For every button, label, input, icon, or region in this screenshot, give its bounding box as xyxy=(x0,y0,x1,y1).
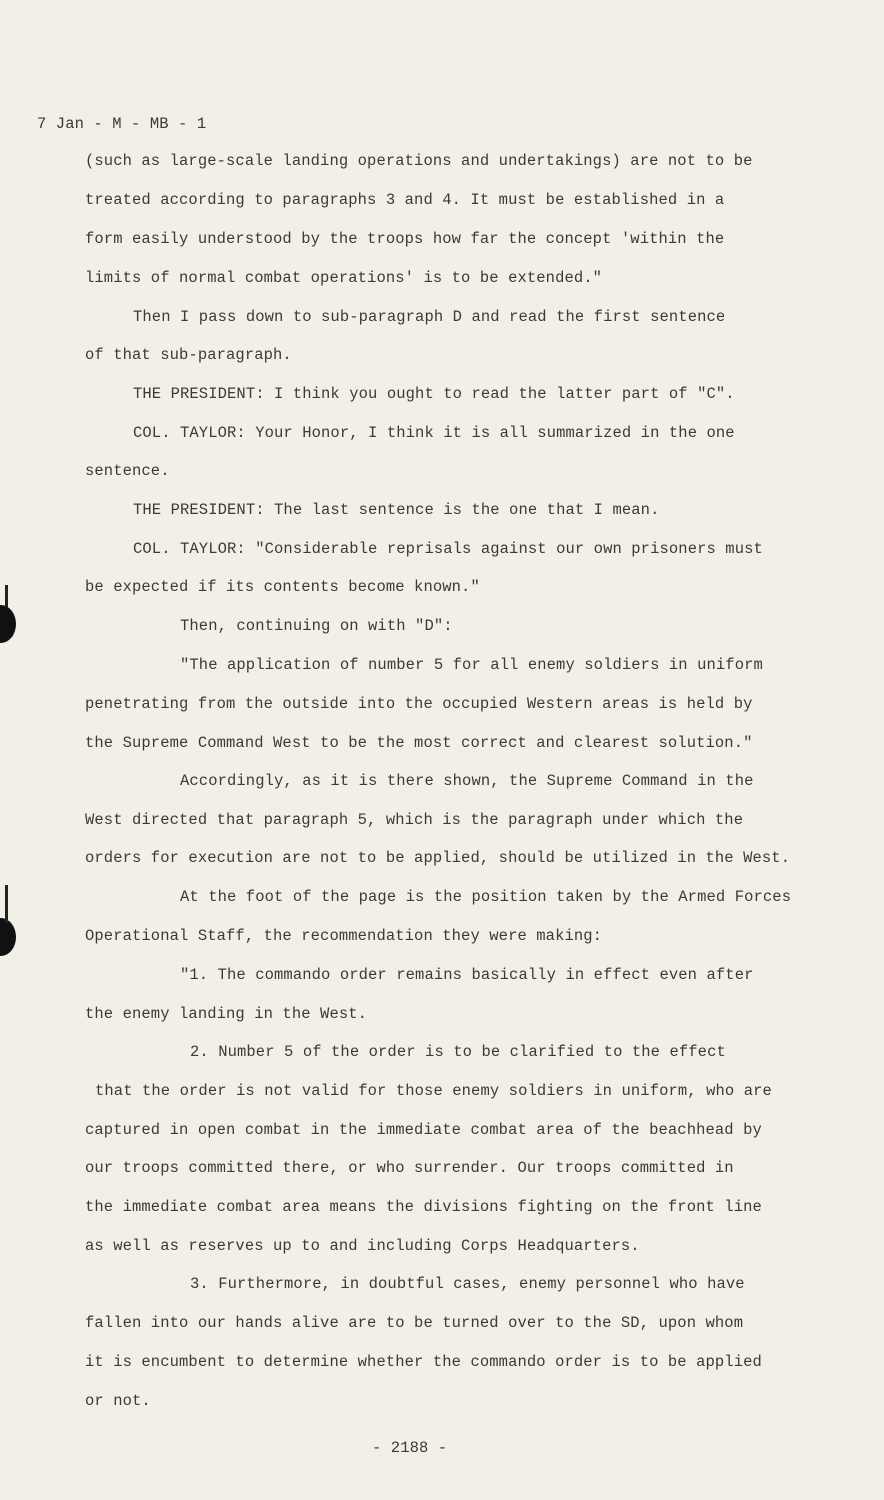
text-line: the Supreme Command West to be the most correct and clearest solution." xyxy=(85,734,753,752)
text-line: be expected if its contents become known." xyxy=(85,578,480,596)
text-line: Then I pass down to sub-paragraph D and read the first sentence xyxy=(133,308,726,326)
text-line: fallen into our hands alive are to be turned over to the SD, upon whom xyxy=(85,1314,744,1332)
punch-hole-bottom xyxy=(0,918,16,956)
punch-hole-top xyxy=(0,605,16,643)
page-header: 7 Jan - M - MB - 1 xyxy=(37,115,207,133)
text-line: "The application of number 5 for all enemy soldiers in uniform xyxy=(180,656,763,674)
text-line: COL. TAYLOR: "Considerable reprisals against our own prisoners must xyxy=(133,540,763,558)
text-line: Accordingly, as it is there shown, the Supreme Command in the xyxy=(180,772,754,790)
text-line: the immediate combat area means the divisions fighting on the front line xyxy=(85,1198,762,1216)
text-line: penetrating from the outside into the occupied Western areas is held by xyxy=(85,695,753,713)
text-line: sentence. xyxy=(85,462,170,480)
text-line: (such as large-scale landing operations and undertakings) are not to be xyxy=(85,152,753,170)
text-line: form easily understood by the troops how far the concept 'within the xyxy=(85,230,725,248)
page-number: - 2188 - xyxy=(372,1439,448,1457)
text-line: of that sub-paragraph. xyxy=(85,346,292,364)
margin-mark-bottom xyxy=(5,885,8,923)
text-line: West directed that paragraph 5, which is the paragraph under which the xyxy=(85,811,744,829)
text-line: 3. Furthermore, in doubtful cases, enemy personnel who have xyxy=(190,1275,745,1293)
text-line: THE PRESIDENT: The last sentence is the one that I mean. xyxy=(133,501,660,519)
text-line: limits of normal combat operations' is to be extended." xyxy=(85,269,603,287)
text-line: treated according to paragraphs 3 and 4. It must be established in a xyxy=(85,191,725,209)
text-line: Then, continuing on with "D": xyxy=(180,617,453,635)
text-line: Operational Staff, the recommendation they were making: xyxy=(85,927,603,945)
text-line: captured in open combat in the immediate combat area of the beachhead by xyxy=(85,1121,762,1139)
text-line: that the order is not valid for those enemy soldiers in uniform, who are xyxy=(95,1082,772,1100)
text-line: THE PRESIDENT: I think you ought to read the latter part of "C". xyxy=(133,385,735,403)
text-line: COL. TAYLOR: Your Honor, I think it is all summarized in the one xyxy=(133,424,735,442)
text-line: our troops committed there, or who surrender. Our troops committed in xyxy=(85,1159,734,1177)
text-line: orders for execution are not to be applied, should be utilized in the West. xyxy=(85,849,791,867)
margin-mark-top xyxy=(5,585,8,607)
text-line: At the foot of the page is the position taken by the Armed Forces xyxy=(180,888,792,906)
text-line: as well as reserves up to and including Corps Headquarters. xyxy=(85,1237,640,1255)
text-line: the enemy landing in the West. xyxy=(85,1005,368,1023)
text-line: 2. Number 5 of the order is to be clarified to the effect xyxy=(190,1043,726,1061)
text-line: it is encumbent to determine whether the commando order is to be applied xyxy=(85,1353,762,1371)
text-line: "1. The commando order remains basically in effect even after xyxy=(180,966,754,984)
text-line: or not. xyxy=(85,1392,151,1410)
